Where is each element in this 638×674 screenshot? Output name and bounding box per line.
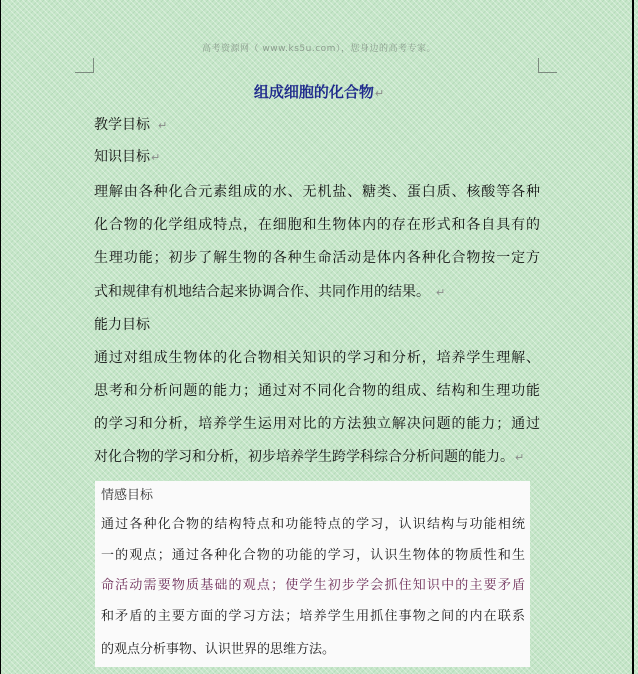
ability-line: 思考和分析问题的能力；通过对不同化合物的组成、结构和生理功能 [94,383,540,399]
document-title [0,81,638,102]
heading-teaching-goals-text: 教学目标 [94,117,150,133]
paragraph-mark-icon: ↵ [515,451,525,464]
knowledge-line: 化合物的化学组成特点，在细胞和生物体内的存在形式和各自具有的 [94,217,540,233]
paragraph-mark-icon: ↵ [374,87,385,100]
emotion-goals-line: 一的观点；通过各种化合物的功能的学习，认识生物体的物质性和生 [101,548,525,563]
paragraph-mark-icon: ↵ [158,119,168,132]
emotion-goals-line: 和矛盾的主要方面的学习方法；培养学生用抓住事物之间的内在联系 [101,609,525,624]
margin-corner-top-right [538,58,557,73]
paragraph-mark-icon: ↵ [436,286,446,299]
knowledge-line: 理解由各种化合元素组成的水、无机盐、糖类、蛋白质、核酸等各种 [94,184,540,200]
ability-line: 的学习和分析，培养学生运用对比的方法独立解决问题的能力；通过 [94,416,540,432]
emotion-goals-line: 通过各种化合物的结构特点和功能特点的学习，认识结构与功能相统 [101,517,525,532]
emotion-goals-image [95,481,530,667]
heading-ability: 能力目标 [94,317,150,333]
ability-line-last [94,446,524,466]
document-title-text: 组成细胞的化合物 [253,83,374,101]
heading-knowledge-text: 知识目标 [94,149,150,165]
heading-teaching-goals [94,114,167,134]
heading-knowledge [94,146,160,166]
emotion-goals-line: 的观点分析事物、认识世界的思维方法。 [101,642,336,657]
knowledge-line: 生理功能；初步了解生物的各种生命活动是体内各种化合物按一定方 [94,250,540,266]
paragraph-mark-icon: ↵ [151,151,161,164]
ability-line: 通过对组成生物体的化合物相关知识的学习和分析，培养学生理解、 [94,350,540,366]
emotion-goals-line: 命活动需要物质基础的观点；使学生初步学会抓住知识中的主要矛盾 [101,578,525,593]
emotion-goals-heading: 情感目标 [101,488,154,503]
margin-corner-top-left [75,58,94,73]
knowledge-line-text: 式和规律有机地结合起来协调合作、共同作用的结果。 [94,284,430,300]
page-header: 高考资源网（ www.ks5u.com），您身边的高考专家。 [202,44,436,54]
ability-line-text: 对化合物的学习和分析，初步培养学生跨学科综合分析问题的能力。 [94,449,514,465]
knowledge-line-last [94,281,445,301]
